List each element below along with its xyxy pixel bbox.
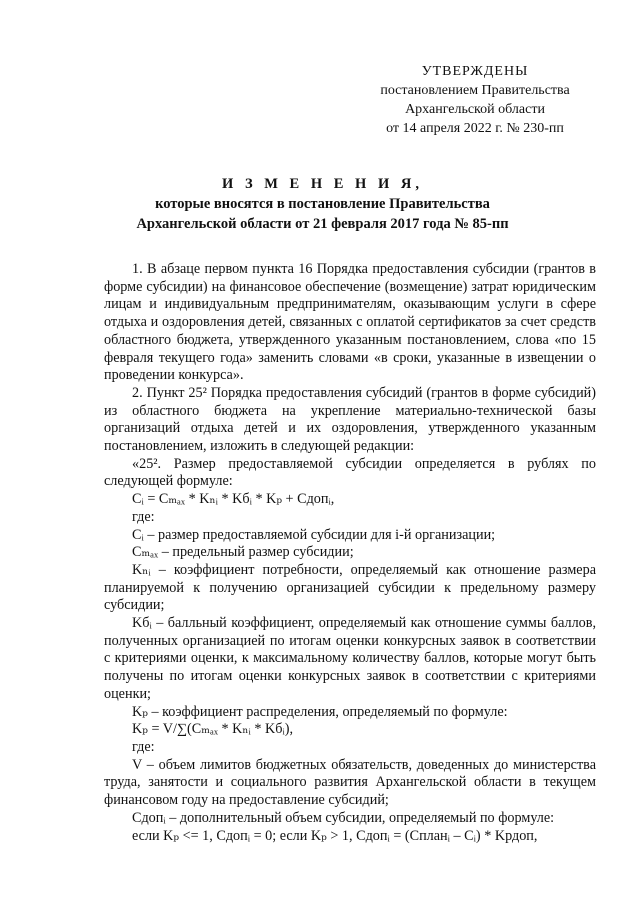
heading-subtitle: которые вносятся в постановление Правительства — [155, 196, 490, 212]
paragraph: где: — [132, 738, 155, 755]
paragraph: Cдопᵢ – дополнительный объем субсидии, определяемый по формуле: — [132, 809, 555, 826]
approval-stamp — [360, 62, 590, 138]
paragraph: 2. Пункт 25² Порядка предоставления субсидий (грантов в форме субсидий) из областного бюджета на укрепление материально-технической базы организаций отдыха детей и их оздоровления, утвержденного указанным постановлением, изложить в следующей редакции: — [104, 384, 596, 455]
document-heading — [80, 174, 565, 234]
approval-line: постановлением Правительства — [380, 83, 570, 98]
formula-line: Cᵢ = Cₘₐₓ * Kₙᵢ * Kбᵢ * Kₚ + Cдопᵢ, — [132, 491, 335, 508]
heading-subtitle: Архангельской области от 21 февраля 2017 года № 85-пп — [136, 216, 509, 232]
approval-line: от 14 апреля 2022 г. № 230-пп — [386, 121, 564, 136]
paragraph: Cᵢ – размер предоставляемой субсидии для i-й организации; — [132, 526, 496, 543]
paragraph: Kбᵢ – балльный коэффициент, определяемый как отношение суммы баллов, полученных организацией по итогам оценки конкурсных заявок в соответствии с критериями оценки, к максимальному количеству баллов, которые могут быть получены по итогам оценки конкурсных заявок в соответствии с критериями оценки; — [104, 615, 596, 702]
document-body — [104, 261, 596, 845]
paragraph: Kₚ – коэффициент распределения, определяемый по формуле: — [132, 703, 508, 720]
formula-line: если Kₚ <= 1, Cдопᵢ = 0; если Kₚ > 1, Cдопᵢ = (Cпланᵢ – Cᵢ) * Kрдоп, — [132, 827, 538, 844]
paragraph: V – объем лимитов бюджетных обязательств, доведенных до министерства труда, занятости и социального развития Архангельской области в текущем финансовом году на предоставление субсидий; — [104, 756, 596, 809]
paragraph: Cₘₐₓ – предельный размер субсидии; — [132, 544, 354, 561]
formula-line: Kₚ = V/∑(Cₘₐₓ * Kₙᵢ * Kбᵢ), — [132, 721, 294, 738]
paragraph: где: — [132, 508, 155, 525]
approval-line: Архангельской области — [405, 102, 545, 117]
approval-title: УТВЕРЖДЕНЫ — [421, 64, 529, 79]
paragraph: 1. В абзаце первом пункта 16 Порядка предоставления субсидии (грантов в форме субсидии) на финансовое обеспечение (возмещение) затрат юридическим лицам и индивидуальным предпринимателям, оказывающим услуги в сфере отдыха и оздоровления детей, связанных с оплатой сертификатов за счет средств областного бюджета, утвержденного указанным постановлением, слова «по 15 февраля текущего года» заменить словами «в сроки, указанные в извещении о проведении конкурса». — [104, 261, 596, 384]
heading-title: И З М Е Н Е Н И Я, — [222, 176, 423, 192]
paragraph: «25². Размер предоставляемой субсидии определяется в рублях по следующей формуле: — [104, 455, 596, 490]
paragraph: Kₙᵢ – коэффициент потребности, определяемый как отношение размера планируемой к получению организацией субсидии к предельному размеру субсидии; — [104, 561, 596, 614]
